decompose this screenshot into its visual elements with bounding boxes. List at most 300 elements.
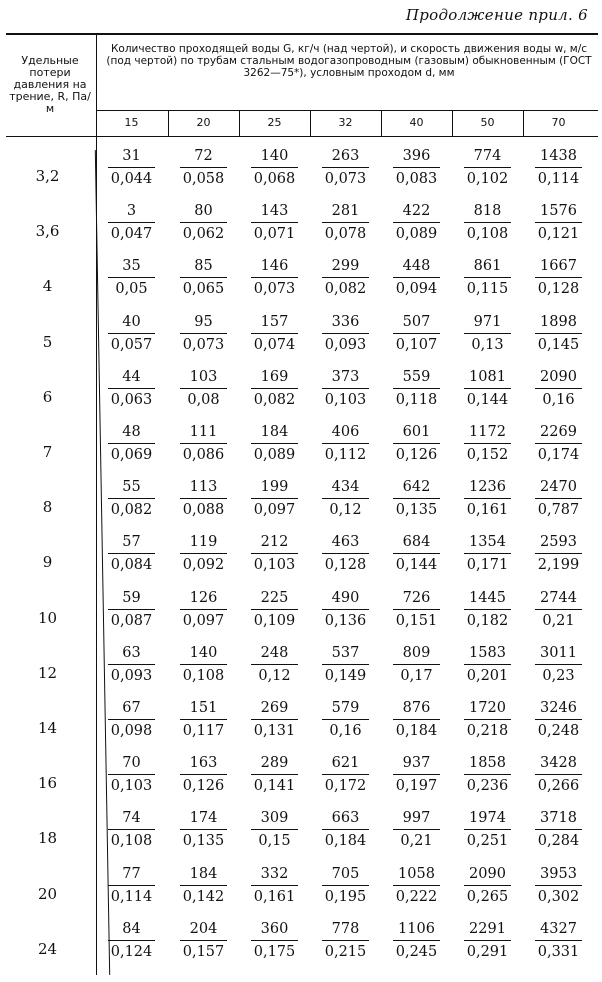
velocity-value: 0,068 <box>253 171 296 187</box>
flow-rate-value: 59 <box>108 589 155 610</box>
velocity-value: 0,174 <box>537 447 580 463</box>
table-cell <box>168 368 239 409</box>
table-cell <box>381 202 452 243</box>
flow-rate-value: 151 <box>180 699 227 720</box>
velocity-value: 0,108 <box>466 226 509 243</box>
flow-rate-value: 44 <box>108 368 155 389</box>
table-cell <box>239 699 310 740</box>
flow-rate-value: 4327 <box>535 920 582 941</box>
velocity-value: 0,16 <box>542 391 575 408</box>
table-cell <box>452 754 523 795</box>
flow-rate-value: 336 <box>322 313 369 334</box>
table-cell <box>523 202 594 243</box>
flow-rate-value: 143 <box>251 202 298 223</box>
velocity-value: 0,161 <box>466 502 509 519</box>
velocity-value: 0,13 <box>471 336 504 353</box>
velocity-value: 0,151 <box>395 612 438 629</box>
velocity-value: 0,248 <box>537 723 580 739</box>
flow-rate-value: 77 <box>108 865 155 886</box>
table-cell <box>452 699 523 740</box>
velocity-value: 0,222 <box>395 888 438 905</box>
flow-rate-value: 2593 <box>535 533 582 554</box>
r-value-label: 9 <box>42 553 53 572</box>
table-cell <box>523 589 594 630</box>
table-cell <box>523 754 594 795</box>
table-cell <box>310 533 381 574</box>
table-cell <box>96 699 167 740</box>
r-value-label: 3,2 <box>35 167 60 185</box>
flow-rate-value: 876 <box>393 699 440 720</box>
velocity-value: 0,175 <box>253 943 296 960</box>
flow-rate-value: 2269 <box>535 423 582 444</box>
table-cell <box>168 754 239 795</box>
velocity-value: 0,107 <box>395 336 438 353</box>
flow-rate-value: 103 <box>180 368 227 389</box>
velocity-value: 0,215 <box>324 943 367 960</box>
flow-rate-value: 507 <box>393 313 440 334</box>
velocity-value: 0,251 <box>466 833 509 850</box>
flow-rate-value: 332 <box>251 865 298 886</box>
velocity-value: 0,112 <box>324 447 367 463</box>
flow-rate-value: 174 <box>180 809 227 830</box>
table-cell <box>523 368 594 409</box>
flow-rate-value: 2470 <box>535 478 582 499</box>
table-cell <box>523 644 594 685</box>
table-cell <box>96 423 167 464</box>
flow-rate-value: 1445 <box>464 589 511 610</box>
velocity-value: 0,145 <box>537 336 580 353</box>
velocity-value: 0,082 <box>110 502 153 519</box>
flow-rate-value: 726 <box>393 589 440 610</box>
table-cell <box>523 478 594 519</box>
velocity-value: 0,201 <box>466 667 509 684</box>
table-cell <box>310 202 381 243</box>
velocity-value: 0,135 <box>182 833 225 850</box>
header-bottom-rule <box>6 136 598 137</box>
flow-rate-value: 774 <box>464 147 511 168</box>
table-cell <box>523 423 594 464</box>
velocity-value: 0,131 <box>253 723 296 739</box>
velocity-value: 0,109 <box>253 612 296 629</box>
table-cell <box>168 589 239 630</box>
velocity-value: 0,108 <box>110 833 153 850</box>
velocity-value: 0,114 <box>110 888 153 905</box>
velocity-value: 0,103 <box>253 557 296 574</box>
flow-rate-value: 119 <box>180 533 227 554</box>
r-value-label: 3,6 <box>35 222 60 241</box>
table-cell <box>310 368 381 409</box>
flow-rate-value: 70 <box>108 754 155 775</box>
table-cell <box>168 423 239 464</box>
flow-rate-value: 95 <box>180 313 227 334</box>
velocity-value: 0,083 <box>395 171 438 187</box>
velocity-value: 0,063 <box>110 391 153 408</box>
table-cell <box>96 313 167 354</box>
table-cell <box>239 589 310 630</box>
velocity-value: 0,089 <box>253 447 296 463</box>
flow-rate-value: 818 <box>464 202 511 223</box>
flow-rate-value: 85 <box>180 257 227 278</box>
table-cell <box>452 478 523 519</box>
velocity-value: 0,787 <box>537 502 580 519</box>
table-cell <box>96 754 167 795</box>
flow-rate-value: 3246 <box>535 699 582 720</box>
table-cell <box>96 589 167 630</box>
velocity-value: 0,195 <box>324 888 367 905</box>
table-cell <box>523 533 594 574</box>
flow-rate-value: 778 <box>322 920 369 941</box>
flow-rate-value: 448 <box>393 257 440 278</box>
table-cell <box>239 147 310 188</box>
velocity-value: 0,044 <box>110 171 153 187</box>
flow-rate-value: 3953 <box>535 865 582 886</box>
flow-rate-value: 434 <box>322 478 369 499</box>
flow-rate-value: 684 <box>393 533 440 554</box>
flow-rate-value: 113 <box>180 478 227 499</box>
flow-rate-value: 3718 <box>535 809 582 830</box>
flow-rate-value: 1667 <box>535 257 582 278</box>
velocity-value: 0,12 <box>258 667 291 684</box>
velocity-value: 0,184 <box>395 723 438 739</box>
flow-rate-value: 84 <box>108 920 155 941</box>
flow-rate-value: 1898 <box>535 313 582 334</box>
table-cell <box>168 533 239 574</box>
table-cell <box>310 865 381 906</box>
velocity-value: 0,094 <box>395 281 438 298</box>
velocity-value: 0,12 <box>329 502 362 519</box>
velocity-value: 0,284 <box>537 833 580 850</box>
table-cell <box>381 754 452 795</box>
velocity-value: 0,078 <box>324 226 367 243</box>
velocity-value: 0,141 <box>253 778 296 795</box>
table-cell <box>523 147 594 188</box>
flow-rate-value: 263 <box>322 147 369 168</box>
velocity-value: 2,199 <box>537 557 580 574</box>
table-cell <box>452 865 523 906</box>
flow-rate-value: 663 <box>322 809 369 830</box>
flow-rate-value: 1354 <box>464 533 511 554</box>
velocity-value: 0,124 <box>110 943 153 960</box>
velocity-value: 0,265 <box>466 888 509 905</box>
table-cell <box>96 478 167 519</box>
table-cell <box>523 865 594 906</box>
velocity-value: 0,103 <box>110 778 153 795</box>
table-cell <box>523 257 594 298</box>
velocity-value: 0,05 <box>115 281 148 298</box>
table-cell <box>96 865 167 906</box>
diameter-header: 70 <box>551 116 566 129</box>
table-cell <box>452 147 523 188</box>
flow-rate-value: 2090 <box>464 865 511 886</box>
flow-rate-value: 406 <box>322 423 369 444</box>
r-value-label: 10 <box>37 608 58 627</box>
velocity-value: 0,084 <box>110 557 153 574</box>
table-cell <box>310 147 381 188</box>
flow-rate-value: 1081 <box>464 368 511 389</box>
flow-rate-value: 225 <box>251 589 298 610</box>
table-cell <box>310 809 381 850</box>
table-cell <box>310 423 381 464</box>
flow-rate-value: 621 <box>322 754 369 775</box>
table-cell <box>96 257 167 298</box>
velocity-value: 0,291 <box>466 943 509 960</box>
velocity-value: 0,117 <box>182 723 225 739</box>
velocity-value: 0,172 <box>324 778 367 795</box>
velocity-value: 0,118 <box>395 391 438 408</box>
velocity-value: 0,245 <box>395 943 438 960</box>
velocity-value: 0,098 <box>110 723 153 739</box>
velocity-value: 0,103 <box>324 391 367 408</box>
table-cell <box>452 313 523 354</box>
flow-rate-value: 3428 <box>535 754 582 775</box>
flow-rate-value: 937 <box>393 754 440 775</box>
flow-rate-value: 490 <box>322 589 369 610</box>
flow-rate-value: 140 <box>180 644 227 665</box>
velocity-value: 0,182 <box>466 612 509 629</box>
table-cell <box>452 257 523 298</box>
velocity-value: 0,058 <box>182 171 225 187</box>
flow-rate-value: 1576 <box>535 202 582 223</box>
flow-rate-value: 422 <box>393 202 440 223</box>
flow-rate-value: 1172 <box>464 423 511 444</box>
table-top-rule <box>6 33 598 35</box>
r-value-label: 18 <box>37 829 58 848</box>
velocity-value: 0,144 <box>466 391 509 408</box>
table-cell <box>452 423 523 464</box>
table-cell <box>239 368 310 409</box>
table-cell <box>452 533 523 574</box>
r-value-label: 16 <box>37 774 58 793</box>
table-cell <box>239 313 310 354</box>
velocity-value: 0,082 <box>253 391 296 408</box>
table-cell <box>96 533 167 574</box>
flow-rate-value: 705 <box>322 865 369 886</box>
table-cell <box>310 920 381 961</box>
r-value-label: 20 <box>37 884 58 903</box>
flow-rate-value: 373 <box>322 368 369 389</box>
table-cell <box>168 147 239 188</box>
flow-rate-value: 140 <box>251 147 298 168</box>
flow-rate-value: 559 <box>393 368 440 389</box>
velocity-value: 0,152 <box>466 447 509 463</box>
table-cell <box>239 644 310 685</box>
flow-rate-value: 1858 <box>464 754 511 775</box>
velocity-value: 0,21 <box>400 833 433 850</box>
flow-rate-value: 1236 <box>464 478 511 499</box>
flow-rate-value: 212 <box>251 533 298 554</box>
flow-rate-value: 72 <box>180 147 227 168</box>
r-value-label: 12 <box>37 663 58 682</box>
table-cell <box>239 920 310 961</box>
table-cell <box>310 589 381 630</box>
r-value-label: 8 <box>42 498 53 517</box>
table-cell <box>381 865 452 906</box>
velocity-value: 0,126 <box>182 778 225 795</box>
velocity-value: 0,093 <box>110 667 153 684</box>
r-value-label: 4 <box>42 277 53 296</box>
table-cell <box>381 423 452 464</box>
velocity-value: 0,16 <box>329 723 362 739</box>
velocity-value: 0,089 <box>395 226 438 243</box>
flow-rate-value: 642 <box>393 478 440 499</box>
table-cell <box>168 699 239 740</box>
flow-rate-value: 309 <box>251 809 298 830</box>
table-cell <box>239 257 310 298</box>
flow-rate-value: 269 <box>251 699 298 720</box>
velocity-value: 0,171 <box>466 557 509 574</box>
table-cell <box>168 920 239 961</box>
velocity-value: 0,087 <box>110 612 153 629</box>
column-header: Количество проходящей воды G, кг/ч (над чертой), и скорость движения воды w, м/с (под чертой) по трубам стальным водогазопроводным (газовым) обыкновенным (ГОСТ 3262—75*), условным проходом d, мм <box>106 43 592 79</box>
flow-rate-value: 289 <box>251 754 298 775</box>
table-cell <box>381 368 452 409</box>
r-value-label: 24 <box>37 939 58 958</box>
flow-rate-value: 63 <box>108 644 155 665</box>
velocity-value: 0,144 <box>395 557 438 574</box>
flow-rate-value: 3 <box>108 202 155 223</box>
table-cell <box>381 589 452 630</box>
table-cell <box>523 809 594 850</box>
velocity-value: 0,073 <box>253 281 296 298</box>
velocity-value: 0,092 <box>182 557 225 574</box>
velocity-value: 0,135 <box>395 502 438 519</box>
table-cell <box>96 644 167 685</box>
table-cell <box>452 809 523 850</box>
velocity-value: 0,097 <box>253 502 296 519</box>
table-cell <box>452 589 523 630</box>
flow-rate-value: 3011 <box>535 644 582 665</box>
velocity-value: 0,108 <box>182 667 225 684</box>
table-cell <box>96 202 167 243</box>
flow-rate-value: 184 <box>180 865 227 886</box>
flow-rate-value: 281 <box>322 202 369 223</box>
flow-rate-value: 126 <box>180 589 227 610</box>
velocity-value: 0,114 <box>537 171 580 187</box>
velocity-value: 0,088 <box>182 502 225 519</box>
table-cell <box>168 313 239 354</box>
table-cell <box>239 809 310 850</box>
table-cell <box>310 313 381 354</box>
velocity-value: 0,126 <box>395 447 438 463</box>
flow-rate-value: 111 <box>180 423 227 444</box>
flow-rate-value: 157 <box>251 313 298 334</box>
table-cell <box>381 644 452 685</box>
table-cell <box>239 533 310 574</box>
diameter-header: 15 <box>124 116 139 129</box>
table-cell <box>96 147 167 188</box>
velocity-value: 0,136 <box>324 612 367 629</box>
table-cell <box>310 644 381 685</box>
table-cell <box>168 478 239 519</box>
table-cell <box>452 644 523 685</box>
velocity-value: 0,08 <box>187 391 220 408</box>
velocity-value: 0,302 <box>537 888 580 905</box>
velocity-value: 0,128 <box>324 557 367 574</box>
table-cell <box>239 423 310 464</box>
table-cell <box>381 533 452 574</box>
flow-rate-value: 360 <box>251 920 298 941</box>
velocity-value: 0,149 <box>324 667 367 684</box>
velocity-value: 0,047 <box>110 226 153 243</box>
diameter-header: 25 <box>267 116 282 129</box>
r-value-label: 5 <box>42 332 53 351</box>
velocity-value: 0,073 <box>324 171 367 187</box>
velocity-value: 0,065 <box>182 281 225 298</box>
flow-rate-value: 396 <box>393 147 440 168</box>
diameter-header: 20 <box>196 116 211 129</box>
flow-rate-value: 146 <box>251 257 298 278</box>
table-cell <box>381 257 452 298</box>
velocity-value: 0,071 <box>253 226 296 243</box>
table-cell <box>96 368 167 409</box>
flow-rate-value: 971 <box>464 313 511 334</box>
table-cell <box>452 368 523 409</box>
velocity-value: 0,17 <box>400 667 433 684</box>
flow-rate-value: 861 <box>464 257 511 278</box>
flow-rate-value: 169 <box>251 368 298 389</box>
table-cell <box>239 478 310 519</box>
table-cell <box>168 865 239 906</box>
flow-rate-value: 35 <box>108 257 155 278</box>
velocity-value: 0,142 <box>182 888 225 905</box>
flow-rate-value: 199 <box>251 478 298 499</box>
flow-rate-value: 48 <box>108 423 155 444</box>
table-cell <box>168 809 239 850</box>
velocity-value: 0,074 <box>253 336 296 353</box>
velocity-value: 0,115 <box>466 281 509 298</box>
velocity-value: 0,15 <box>258 833 291 850</box>
velocity-value: 0,236 <box>466 778 509 795</box>
table-cell <box>310 754 381 795</box>
velocity-value: 0,161 <box>253 888 296 905</box>
table-cell <box>381 809 452 850</box>
diameter-header: 32 <box>338 116 353 129</box>
velocity-value: 0,057 <box>110 336 153 353</box>
table-cell <box>239 754 310 795</box>
velocity-value: 0,157 <box>182 943 225 960</box>
velocity-value: 0,062 <box>182 226 225 243</box>
table-cell <box>381 478 452 519</box>
velocity-value: 0,197 <box>395 778 438 795</box>
r-value-label: 14 <box>37 719 58 737</box>
continuation-caption: Продолжение прил. 6 <box>405 6 588 24</box>
flow-rate-value: 1720 <box>464 699 511 720</box>
flow-rate-value: 204 <box>180 920 227 941</box>
velocity-value: 0,069 <box>110 447 153 463</box>
table-cell <box>168 257 239 298</box>
table-cell <box>310 478 381 519</box>
row-header: Удельные потери давления на трение, R, Па/м <box>9 54 91 115</box>
flow-rate-value: 299 <box>322 257 369 278</box>
table-cell <box>310 699 381 740</box>
flow-rate-value: 809 <box>393 644 440 665</box>
flow-rate-value: 80 <box>180 202 227 223</box>
flow-rate-value: 463 <box>322 533 369 554</box>
flow-rate-value: 997 <box>393 809 440 830</box>
table-cell <box>523 313 594 354</box>
diameter-header: 40 <box>409 116 424 129</box>
velocity-value: 0,23 <box>542 667 575 684</box>
diameter-header: 50 <box>480 116 495 129</box>
velocity-value: 0,073 <box>182 336 225 353</box>
flow-rate-value: 163 <box>180 754 227 775</box>
table-cell <box>310 257 381 298</box>
table-cell <box>523 920 594 961</box>
table-cell <box>381 699 452 740</box>
flow-rate-value: 1438 <box>535 147 582 168</box>
table-cell <box>452 920 523 961</box>
velocity-value: 0,086 <box>182 447 225 463</box>
